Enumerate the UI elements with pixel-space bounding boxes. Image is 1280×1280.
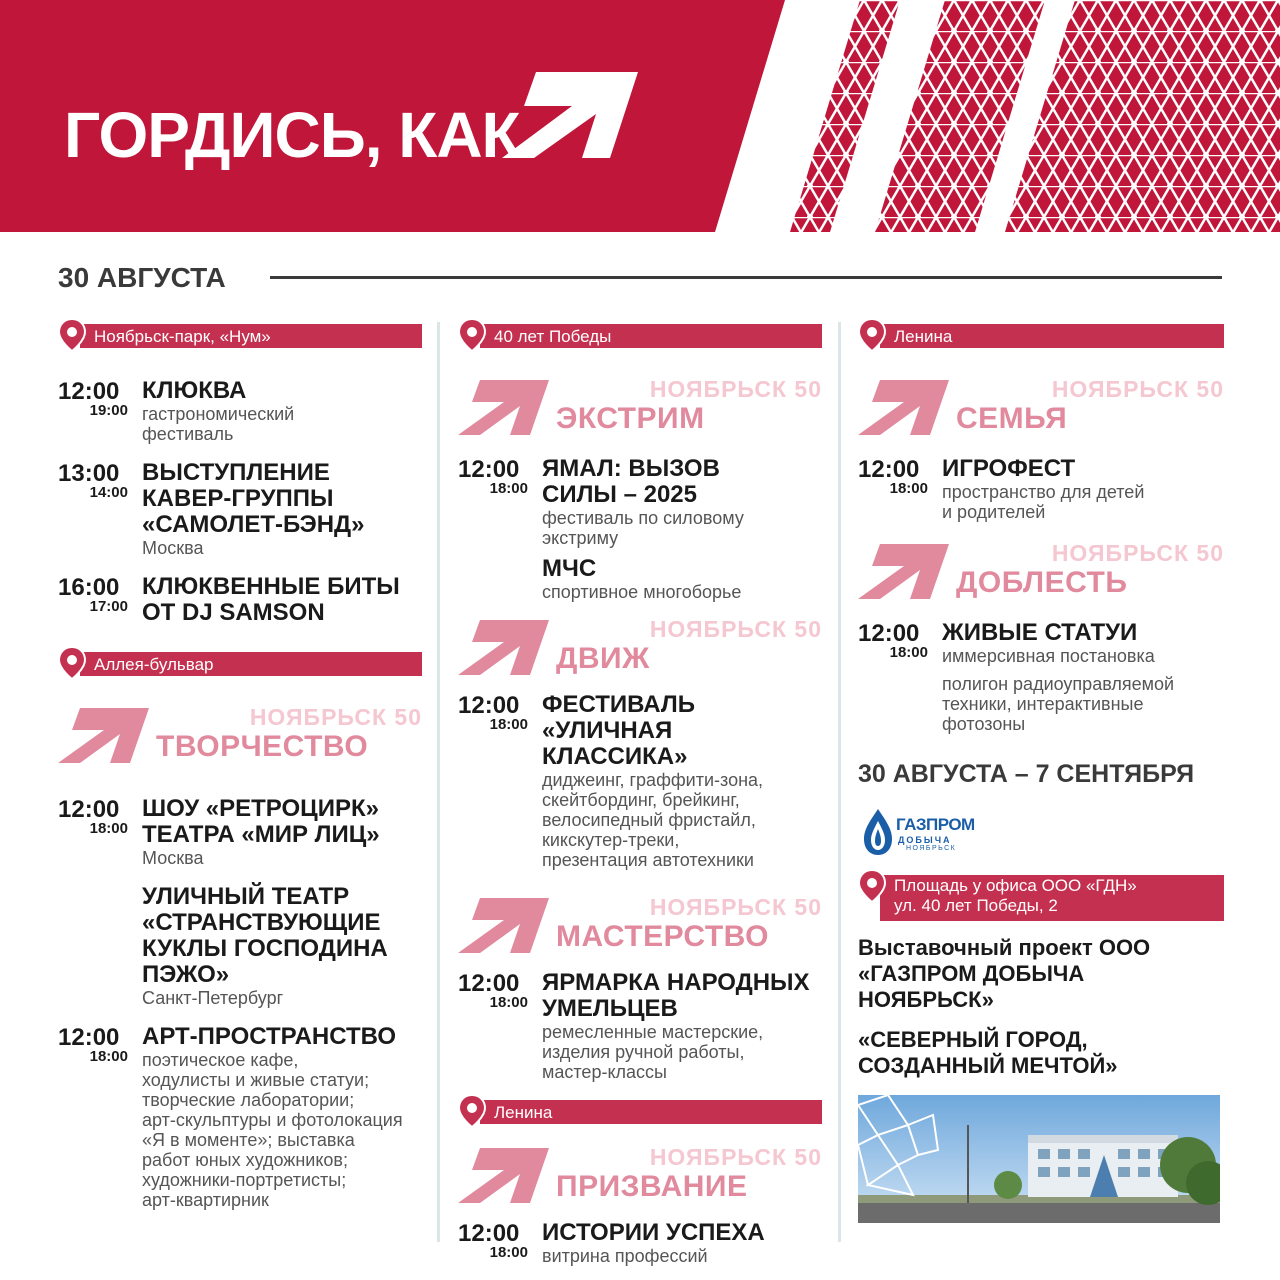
- event-title: ЯРМАРКА НАРОДНЫХ УМЕЛЬЦЕВ: [542, 969, 810, 1022]
- event-description: Москва: [142, 538, 204, 558]
- column-right: [858, 322, 1224, 1228]
- event-description: ремесленные мастерские,: [542, 1022, 764, 1042]
- theme-title: СЕМЬЯ: [956, 402, 1068, 435]
- theme-title: МАСТЕРСТВО: [556, 920, 769, 953]
- event-description: ходулисты и живые статуи;: [142, 1070, 370, 1090]
- location-bar: [858, 873, 1224, 921]
- event-description: кикскутер-треки,: [542, 830, 680, 850]
- event-description: и родителей: [942, 502, 1046, 522]
- arrow-up-right-icon: [858, 544, 950, 600]
- exhibition-project: Выставочный проект ООО «ГАЗПРОМ ДОБЫЧА НОЯБРЬСК»: [858, 935, 1151, 1012]
- location-label: [894, 876, 1137, 916]
- event-title: ЖИВЫЕ СТАТУИ: [942, 619, 1138, 646]
- event-description: фестиваль: [142, 424, 234, 444]
- event-start-time: 12:00: [58, 796, 120, 823]
- location-label: 40 лет Победы: [494, 327, 612, 346]
- event-item: [458, 970, 822, 1082]
- theme-brand-block: [458, 894, 822, 970]
- event-title: ИСТОРИИ УСПЕХА: [542, 1219, 765, 1246]
- arrow-up-right-icon: [500, 72, 640, 162]
- event-description: Санкт-Петербург: [142, 988, 284, 1008]
- map-pin-icon: [858, 318, 886, 352]
- event-start-time: 13:00: [58, 460, 120, 487]
- event-description: витрина профессий: [542, 1246, 708, 1266]
- event-description: поэтическое кафе,: [142, 1050, 299, 1070]
- event-description: художники-портретисты;: [142, 1170, 347, 1190]
- event-description: экстриму: [542, 528, 619, 548]
- event-end-time: 18:00: [489, 1244, 528, 1261]
- event-end-time: 18:00: [89, 820, 128, 837]
- brand-city: НОЯБРЬСК 50: [649, 616, 822, 642]
- event-start-time: 12:00: [58, 378, 120, 405]
- event-description: «Я в моменте»; выставка: [142, 1130, 355, 1150]
- arrow-up-right-icon: [458, 620, 550, 676]
- event-end-time: 18:00: [489, 716, 528, 733]
- event-description: Москва: [142, 848, 204, 868]
- event-item: [58, 574, 422, 626]
- event-description: спортивное многоборье: [542, 582, 742, 602]
- event-end-time: 18:00: [889, 480, 928, 497]
- arrow-up-right-icon: [458, 380, 550, 436]
- date-heading: 30 АВГУСТА: [58, 262, 226, 293]
- event-item: [458, 692, 822, 870]
- event-description: работ юных художников;: [142, 1150, 348, 1170]
- location-line: Площадь у офиса ООО «ГДН»: [894, 876, 1137, 895]
- event-description: арт-квартирник: [142, 1190, 269, 1210]
- gazprom-logo-line2: НОЯБРЬСК: [906, 845, 957, 852]
- brand-city: НОЯБРЬСК 50: [249, 704, 422, 730]
- theme-brand-block: [858, 540, 1224, 616]
- location-bar: [58, 322, 422, 350]
- brand-city: НОЯБРЬСК 50: [649, 894, 822, 920]
- event-end-time: 18:00: [89, 1048, 128, 1065]
- event-title: ФЕСТИВАЛЬ «УЛИЧНАЯ КЛАССИКА»: [542, 691, 695, 770]
- event-item: [458, 556, 822, 602]
- event-start-time: 12:00: [458, 692, 520, 719]
- location-label: Аллея-бульвар: [94, 655, 214, 674]
- arrow-up-right-icon: [58, 708, 150, 764]
- gazprom-logo-line1: ДОБЫЧА: [898, 835, 952, 845]
- event-description: техники, интерактивные: [942, 694, 1144, 714]
- theme-brand-block: [858, 376, 1224, 452]
- event-description: скейтбординг, брейкинг,: [542, 790, 740, 810]
- arrow-up-right-icon: [858, 380, 950, 436]
- event-start-time: 12:00: [458, 1220, 520, 1247]
- arrow-up-right-icon: [458, 1148, 550, 1204]
- event-item: [458, 1220, 822, 1266]
- event-description: арт-скульптуры и фотолокация: [142, 1110, 403, 1130]
- header-title: ГОРДИСЬ, КАК: [64, 99, 520, 171]
- event-start-time: 12:00: [858, 620, 920, 647]
- event-description: диджеинг, граффити-зона,: [542, 770, 764, 790]
- brand-city: НОЯБРЬСК 50: [1051, 540, 1224, 566]
- theme-title: ЭКСТРИМ: [556, 402, 705, 435]
- event-end-time: 14:00: [89, 484, 128, 501]
- theme-brand-block: [58, 704, 422, 780]
- event-description: иммерсивная постановка: [942, 646, 1155, 666]
- event-title: АРТ-ПРОСТРАНСТВО: [142, 1023, 397, 1050]
- event-title: КЛЮКВА: [142, 377, 247, 404]
- location-label: Ленина: [894, 327, 953, 346]
- event-item: [58, 796, 422, 868]
- theme-title: ПРИЗВАНИЕ: [556, 1170, 748, 1203]
- event-title: КЛЮКВЕННЫЕ БИТЫ ОТ DJ SAMSON: [142, 573, 400, 626]
- event-title: ШОУ «РЕТРОЦИРК» ТЕАТРА «МИР ЛИЦ»: [142, 795, 380, 848]
- event-description: фотозоны: [942, 714, 1026, 734]
- date-divider: [270, 276, 1222, 279]
- theme-title: ТВОРЧЕСТВО: [156, 730, 369, 763]
- column-divider: [838, 322, 841, 1242]
- location-bar: [858, 322, 1224, 350]
- event-title: УЛИЧНЫЙ ТЕАТР «СТРАНСТВУЮЩИЕ КУКЛЫ ГОСПОДИНА ПЭЖО»: [142, 883, 388, 988]
- event-item: [58, 1024, 422, 1210]
- event-item: [58, 460, 422, 558]
- column-middle: [458, 322, 822, 1266]
- brand-city: НОЯБРЬСК 50: [649, 376, 822, 402]
- event-description: пространство для детей: [942, 482, 1145, 502]
- office-building-photo: [858, 1095, 1220, 1223]
- theme-brand-block: [458, 616, 822, 692]
- gazprom-logo: [858, 807, 978, 857]
- event-description: велосипедный фристайл,: [542, 810, 756, 830]
- event-end-time: 19:00: [89, 402, 128, 419]
- event-item: [458, 456, 822, 548]
- event-end-time: 18:00: [489, 994, 528, 1011]
- event-description: мастер-классы: [542, 1062, 667, 1082]
- theme-brand-block: [458, 376, 822, 452]
- event-description: полигон радиоуправляемой: [942, 674, 1175, 694]
- arrow-up-right-icon: [458, 898, 550, 954]
- event-start-time: 12:00: [458, 456, 520, 483]
- header-banner: [0, 0, 1280, 232]
- event-item: [858, 620, 1224, 666]
- event-description: изделия ручной работы,: [542, 1042, 745, 1062]
- location-bar: [458, 322, 822, 350]
- map-pin-icon: [458, 1094, 486, 1128]
- location-line: ул. 40 лет Победы, 2: [894, 896, 1058, 915]
- event-description: творческие лаборатории;: [142, 1090, 355, 1110]
- event-title: ВЫСТУПЛЕНИЕ КАВЕР-ГРУППЫ «САМОЛЕТ-БЭНД»: [142, 459, 365, 538]
- event-description: фестиваль по силовому: [542, 508, 744, 528]
- column-divider: [437, 322, 440, 1242]
- event-start-time: 12:00: [58, 1024, 120, 1051]
- flame-icon: [858, 807, 898, 857]
- event-title: ЯМАЛ: ВЫЗОВ СИЛЫ – 2025: [542, 455, 720, 508]
- event-description: гастрономический: [142, 404, 295, 424]
- theme-brand-block: [458, 1144, 822, 1220]
- event-item: [58, 378, 422, 444]
- brand-city: НОЯБРЬСК 50: [1051, 376, 1224, 402]
- location-label: Ленина: [494, 1103, 553, 1122]
- event-end-time: 18:00: [489, 480, 528, 497]
- event-start-time: 16:00: [58, 574, 120, 601]
- gazprom-logo-name: ГАЗПРОМ: [896, 815, 975, 834]
- event-description: презентация автотехники: [542, 850, 754, 870]
- date-range-heading: 30 АВГУСТА – 7 СЕНТЯБРЯ: [858, 760, 1195, 788]
- event-end-time: 18:00: [889, 644, 928, 661]
- event-item: [58, 884, 422, 1008]
- theme-title: ДОБЛЕСТЬ: [956, 566, 1128, 599]
- map-pin-icon: [58, 646, 86, 680]
- brand-city: НОЯБРЬСК 50: [649, 1144, 822, 1170]
- event-start-time: 12:00: [458, 970, 520, 997]
- event-start-time: 12:00: [858, 456, 920, 483]
- column-left: [58, 322, 422, 1210]
- theme-title: ДВИЖ: [556, 642, 650, 675]
- map-pin-icon: [458, 318, 486, 352]
- exhibition-name: «СЕВЕРНЫЙ ГОРОД, СОЗДАННЫЙ МЕЧТОЙ»: [858, 1027, 1118, 1078]
- map-pin-icon: [858, 869, 886, 903]
- location-bar: [58, 650, 422, 678]
- event-title: МЧС: [542, 555, 597, 582]
- location-label: Ноябрьск-парк, «Нум»: [94, 327, 271, 346]
- location-bar: [458, 1098, 822, 1126]
- event-end-time: 17:00: [89, 598, 128, 615]
- event-item: [858, 674, 1224, 734]
- event-item: [858, 456, 1224, 522]
- map-pin-icon: [58, 318, 86, 352]
- event-title: ИГРОФЕСТ: [942, 455, 1076, 482]
